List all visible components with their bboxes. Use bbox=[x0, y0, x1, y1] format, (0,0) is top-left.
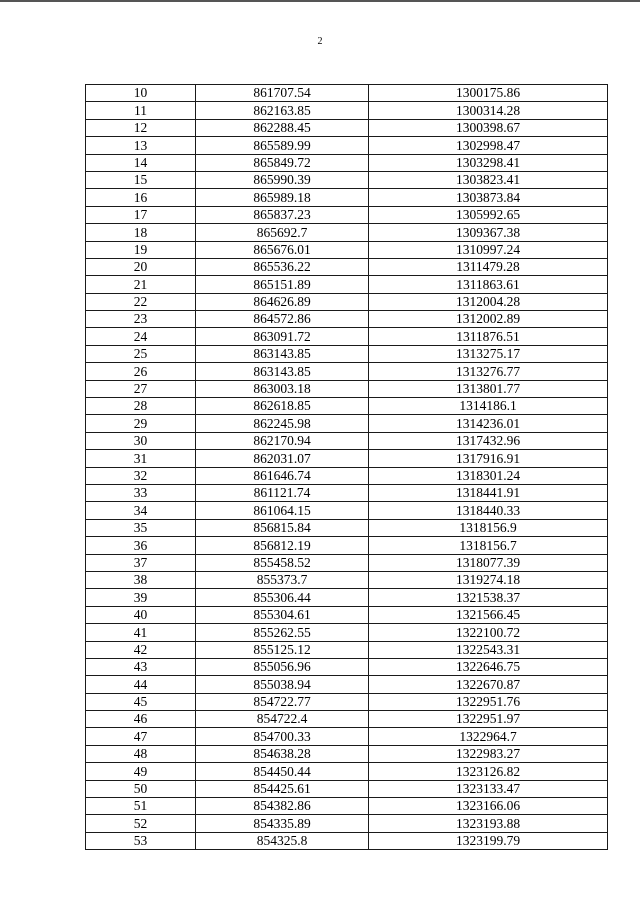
y-coordinate-cell: 1323193.88 bbox=[369, 815, 608, 832]
y-coordinate-cell: 1322670.87 bbox=[369, 676, 608, 693]
point-number-cell: 29 bbox=[86, 415, 196, 432]
point-number-cell: 40 bbox=[86, 606, 196, 623]
x-coordinate-cell: 854700.33 bbox=[196, 728, 369, 745]
x-coordinate-cell: 854325.8 bbox=[196, 832, 369, 849]
y-coordinate-cell: 1322646.75 bbox=[369, 658, 608, 675]
point-number-cell: 53 bbox=[86, 832, 196, 849]
point-number-cell: 45 bbox=[86, 693, 196, 710]
table-row bbox=[86, 832, 608, 849]
table-row bbox=[86, 693, 608, 710]
table-row bbox=[86, 241, 608, 258]
point-number-cell: 39 bbox=[86, 589, 196, 606]
table-row bbox=[86, 276, 608, 293]
table-row bbox=[86, 641, 608, 658]
table-row bbox=[86, 484, 608, 501]
y-coordinate-cell: 1318441.91 bbox=[369, 484, 608, 501]
point-number-cell: 31 bbox=[86, 450, 196, 467]
table-row bbox=[86, 102, 608, 119]
y-coordinate-cell: 1323126.82 bbox=[369, 763, 608, 780]
x-coordinate-cell: 854382.86 bbox=[196, 798, 369, 815]
y-coordinate-cell: 1322951.97 bbox=[369, 711, 608, 728]
x-coordinate-cell: 864572.86 bbox=[196, 311, 369, 328]
x-coordinate-cell: 863091.72 bbox=[196, 328, 369, 345]
y-coordinate-cell: 1311863.61 bbox=[369, 276, 608, 293]
x-coordinate-cell: 865990.39 bbox=[196, 171, 369, 188]
point-number-cell: 38 bbox=[86, 571, 196, 588]
y-coordinate-cell: 1314236.01 bbox=[369, 415, 608, 432]
table-row bbox=[86, 432, 608, 449]
table-row bbox=[86, 345, 608, 362]
point-number-cell: 19 bbox=[86, 241, 196, 258]
y-coordinate-cell: 1322100.72 bbox=[369, 624, 608, 641]
x-coordinate-cell: 862245.98 bbox=[196, 415, 369, 432]
x-coordinate-cell: 855304.61 bbox=[196, 606, 369, 623]
point-number-cell: 26 bbox=[86, 363, 196, 380]
table-row bbox=[86, 154, 608, 171]
y-coordinate-cell: 1317432.96 bbox=[369, 432, 608, 449]
y-coordinate-cell: 1302998.47 bbox=[369, 137, 608, 154]
point-number-cell: 41 bbox=[86, 624, 196, 641]
y-coordinate-cell: 1305992.65 bbox=[369, 206, 608, 223]
x-coordinate-cell: 855038.94 bbox=[196, 676, 369, 693]
point-number-cell: 10 bbox=[86, 85, 196, 102]
point-number-cell: 20 bbox=[86, 258, 196, 275]
point-number-cell: 30 bbox=[86, 432, 196, 449]
y-coordinate-cell: 1318156.9 bbox=[369, 519, 608, 536]
x-coordinate-cell: 865849.72 bbox=[196, 154, 369, 171]
point-number-cell: 32 bbox=[86, 467, 196, 484]
point-number-cell: 14 bbox=[86, 154, 196, 171]
table-row bbox=[86, 589, 608, 606]
x-coordinate-cell: 855306.44 bbox=[196, 589, 369, 606]
y-coordinate-cell: 1300175.86 bbox=[369, 85, 608, 102]
x-coordinate-cell: 865676.01 bbox=[196, 241, 369, 258]
table-row bbox=[86, 206, 608, 223]
x-coordinate-cell: 854722.77 bbox=[196, 693, 369, 710]
top-border-line bbox=[0, 0, 640, 2]
table-row bbox=[86, 415, 608, 432]
y-coordinate-cell: 1319274.18 bbox=[369, 571, 608, 588]
x-coordinate-cell: 855056.96 bbox=[196, 658, 369, 675]
x-coordinate-cell: 861646.74 bbox=[196, 467, 369, 484]
point-number-cell: 48 bbox=[86, 745, 196, 762]
y-coordinate-cell: 1312002.89 bbox=[369, 311, 608, 328]
point-number-cell: 49 bbox=[86, 763, 196, 780]
table-row bbox=[86, 537, 608, 554]
x-coordinate-cell: 854425.61 bbox=[196, 780, 369, 797]
table-row bbox=[86, 763, 608, 780]
table-row bbox=[86, 311, 608, 328]
y-coordinate-cell: 1303873.84 bbox=[369, 189, 608, 206]
x-coordinate-cell: 854638.28 bbox=[196, 745, 369, 762]
x-coordinate-cell: 863143.85 bbox=[196, 345, 369, 362]
y-coordinate-cell: 1322951.76 bbox=[369, 693, 608, 710]
x-coordinate-cell: 865692.7 bbox=[196, 224, 369, 241]
y-coordinate-cell: 1313276.77 bbox=[369, 363, 608, 380]
x-coordinate-cell: 864626.89 bbox=[196, 293, 369, 310]
point-number-cell: 15 bbox=[86, 171, 196, 188]
y-coordinate-cell: 1309367.38 bbox=[369, 224, 608, 241]
x-coordinate-cell: 855373.7 bbox=[196, 571, 369, 588]
point-number-cell: 42 bbox=[86, 641, 196, 658]
point-number-cell: 11 bbox=[86, 102, 196, 119]
x-coordinate-cell: 854335.89 bbox=[196, 815, 369, 832]
point-number-cell: 52 bbox=[86, 815, 196, 832]
table-row bbox=[86, 328, 608, 345]
table-row bbox=[86, 467, 608, 484]
x-coordinate-cell: 855458.52 bbox=[196, 554, 369, 571]
y-coordinate-cell: 1322983.27 bbox=[369, 745, 608, 762]
y-coordinate-cell: 1314186.1 bbox=[369, 398, 608, 415]
table-row bbox=[86, 676, 608, 693]
x-coordinate-cell: 863003.18 bbox=[196, 380, 369, 397]
x-coordinate-cell: 862288.45 bbox=[196, 119, 369, 136]
x-coordinate-cell: 861064.15 bbox=[196, 502, 369, 519]
table-row bbox=[86, 85, 608, 102]
y-coordinate-cell: 1311479.28 bbox=[369, 258, 608, 275]
point-number-cell: 23 bbox=[86, 311, 196, 328]
table-row bbox=[86, 780, 608, 797]
point-number-cell: 34 bbox=[86, 502, 196, 519]
table-row bbox=[86, 398, 608, 415]
y-coordinate-cell: 1323166.06 bbox=[369, 798, 608, 815]
x-coordinate-cell: 856812.19 bbox=[196, 537, 369, 554]
point-number-cell: 43 bbox=[86, 658, 196, 675]
point-number-cell: 17 bbox=[86, 206, 196, 223]
point-number-cell: 46 bbox=[86, 711, 196, 728]
y-coordinate-cell: 1318077.39 bbox=[369, 554, 608, 571]
point-number-cell: 50 bbox=[86, 780, 196, 797]
y-coordinate-cell: 1300398.67 bbox=[369, 119, 608, 136]
table-row bbox=[86, 450, 608, 467]
x-coordinate-cell: 861707.54 bbox=[196, 85, 369, 102]
x-coordinate-cell: 855262.55 bbox=[196, 624, 369, 641]
y-coordinate-cell: 1310997.24 bbox=[369, 241, 608, 258]
point-number-cell: 28 bbox=[86, 398, 196, 415]
table-row bbox=[86, 137, 608, 154]
y-coordinate-cell: 1313275.17 bbox=[369, 345, 608, 362]
table-row bbox=[86, 658, 608, 675]
point-number-cell: 24 bbox=[86, 328, 196, 345]
y-coordinate-cell: 1311876.51 bbox=[369, 328, 608, 345]
point-number-cell: 36 bbox=[86, 537, 196, 554]
table-row bbox=[86, 745, 608, 762]
point-number-cell: 33 bbox=[86, 484, 196, 501]
table-row bbox=[86, 224, 608, 241]
y-coordinate-cell: 1322543.31 bbox=[369, 641, 608, 658]
y-coordinate-cell: 1321538.37 bbox=[369, 589, 608, 606]
table-row bbox=[86, 189, 608, 206]
y-coordinate-cell: 1322964.7 bbox=[369, 728, 608, 745]
table-row bbox=[86, 519, 608, 536]
x-coordinate-cell: 855125.12 bbox=[196, 641, 369, 658]
point-number-cell: 35 bbox=[86, 519, 196, 536]
y-coordinate-cell: 1323199.79 bbox=[369, 832, 608, 849]
y-coordinate-cell: 1300314.28 bbox=[369, 102, 608, 119]
y-coordinate-cell: 1317916.91 bbox=[369, 450, 608, 467]
point-number-cell: 13 bbox=[86, 137, 196, 154]
y-coordinate-cell: 1321566.45 bbox=[369, 606, 608, 623]
point-number-cell: 47 bbox=[86, 728, 196, 745]
table-row bbox=[86, 119, 608, 136]
y-coordinate-cell: 1323133.47 bbox=[369, 780, 608, 797]
x-coordinate-cell: 862618.85 bbox=[196, 398, 369, 415]
x-coordinate-cell: 862031.07 bbox=[196, 450, 369, 467]
coordinates-table bbox=[85, 84, 608, 850]
table-row bbox=[86, 815, 608, 832]
page-number: 2 bbox=[317, 36, 323, 47]
x-coordinate-cell: 862170.94 bbox=[196, 432, 369, 449]
x-coordinate-cell: 856815.84 bbox=[196, 519, 369, 536]
point-number-cell: 44 bbox=[86, 676, 196, 693]
table-row bbox=[86, 502, 608, 519]
y-coordinate-cell: 1303298.41 bbox=[369, 154, 608, 171]
y-coordinate-cell: 1313801.77 bbox=[369, 380, 608, 397]
x-coordinate-cell: 861121.74 bbox=[196, 484, 369, 501]
point-number-cell: 21 bbox=[86, 276, 196, 293]
point-number-cell: 51 bbox=[86, 798, 196, 815]
y-coordinate-cell: 1312004.28 bbox=[369, 293, 608, 310]
x-coordinate-cell: 862163.85 bbox=[196, 102, 369, 119]
x-coordinate-cell: 865837.23 bbox=[196, 206, 369, 223]
x-coordinate-cell: 863143.85 bbox=[196, 363, 369, 380]
y-coordinate-cell: 1303823.41 bbox=[369, 171, 608, 188]
point-number-cell: 18 bbox=[86, 224, 196, 241]
coordinates-table-body bbox=[86, 85, 608, 850]
table-row bbox=[86, 293, 608, 310]
point-number-cell: 22 bbox=[86, 293, 196, 310]
table-row bbox=[86, 363, 608, 380]
point-number-cell: 16 bbox=[86, 189, 196, 206]
table-row bbox=[86, 624, 608, 641]
x-coordinate-cell: 865589.99 bbox=[196, 137, 369, 154]
table-row bbox=[86, 571, 608, 588]
x-coordinate-cell: 865151.89 bbox=[196, 276, 369, 293]
x-coordinate-cell: 854722.4 bbox=[196, 711, 369, 728]
point-number-cell: 27 bbox=[86, 380, 196, 397]
table-row bbox=[86, 258, 608, 275]
table-row bbox=[86, 171, 608, 188]
table-row bbox=[86, 606, 608, 623]
table-row bbox=[86, 380, 608, 397]
point-number-cell: 25 bbox=[86, 345, 196, 362]
table-row bbox=[86, 798, 608, 815]
x-coordinate-cell: 865989.18 bbox=[196, 189, 369, 206]
point-number-cell: 12 bbox=[86, 119, 196, 136]
y-coordinate-cell: 1318301.24 bbox=[369, 467, 608, 484]
point-number-cell: 37 bbox=[86, 554, 196, 571]
table-row bbox=[86, 728, 608, 745]
x-coordinate-cell: 854450.44 bbox=[196, 763, 369, 780]
x-coordinate-cell: 865536.22 bbox=[196, 258, 369, 275]
table-row bbox=[86, 554, 608, 571]
y-coordinate-cell: 1318156.7 bbox=[369, 537, 608, 554]
table-row bbox=[86, 711, 608, 728]
y-coordinate-cell: 1318440.33 bbox=[369, 502, 608, 519]
